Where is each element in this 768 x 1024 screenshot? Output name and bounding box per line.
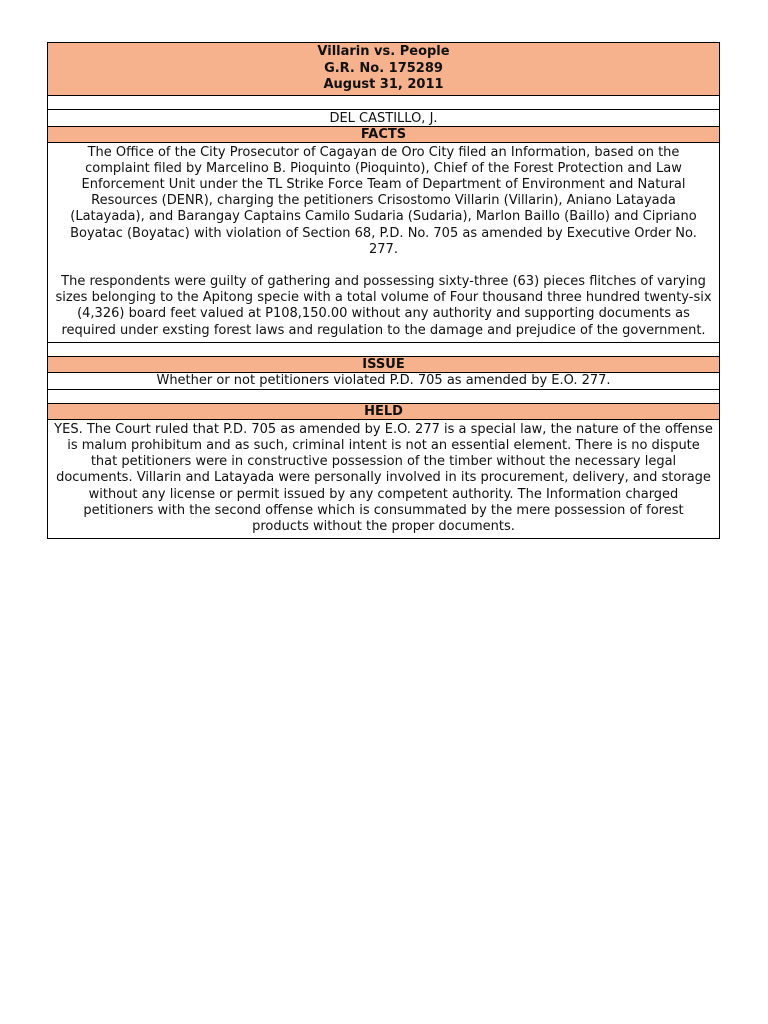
title-row xyxy=(48,43,720,96)
held-text: YES. The Court ruled that P.D. 705 as amended by E.O. 277 is a special law, the nature of the offense is malum prohibitum and as such, criminal intent is not an essential element. There is no dispute that petitioners were in constructive possession of the timber without the necessary legal documents. Villarin and Latayada were personally involved in its procurement, delivery, and storage without any license or permit issued by any competent authority. The Information charged petitioners with the second offense which is consummated by the mere possession of forest products without the proper documents. xyxy=(48,419,720,538)
blank-row xyxy=(48,95,720,109)
case-title: Villarin vs. People xyxy=(317,44,450,59)
held-heading-row xyxy=(48,403,720,419)
facts-paragraph: The respondents were guilty of gathering and possessing sixty-three (63) pieces flitches of varying sizes belonging to the Apitong specie with a total volume of Four thousand three hundred twenty-six (4,326) board feet valued at P108,150.00 without any authority and supporting documents as required under exsting forest laws and regulation to the damage and prejudice of the government. xyxy=(55,273,712,338)
held-row xyxy=(48,419,720,538)
facts-heading: FACTS xyxy=(48,126,720,142)
issue-text: Whether or not petitioners violated P.D. 705 as amended by E.O. 277. xyxy=(48,372,720,389)
case-title-block xyxy=(48,43,720,96)
issue-heading-row xyxy=(48,356,720,372)
held-heading: HELD xyxy=(48,403,720,419)
case-digest-sheet xyxy=(47,42,720,539)
issue-heading: ISSUE xyxy=(48,356,720,372)
facts-heading-row xyxy=(48,126,720,142)
issue-row xyxy=(48,372,720,389)
case-date: August 31, 2011 xyxy=(323,77,444,92)
blank-row xyxy=(48,389,720,403)
case-gr-number: G.R. No. 175289 xyxy=(324,60,443,76)
facts-row xyxy=(48,142,720,342)
ponente-row xyxy=(48,109,720,126)
facts-paragraph: The Office of the City Prosecutor of Cagayan de Oro City filed an Information, based on the complaint filed by Marcelino B. Pioquinto (Pioquinto), Chief of the Forest Protection and Law Enforcement Unit under the TL Strike Force Team of Department of Environment and Natural Resources (DENR), charging the petitioners Crisostomo Villarin (Villarin), Aniano Latayada (Latayada), and Barangay Captains Camilo Sudaria (Sudaria), Marlon Baillo (Baillo) and Cipriano Boyatac (Boyatac) with violation of Section 68, P.D. No. 705 as amended by Executive Order No. 277. xyxy=(70,144,697,257)
case-digest-table xyxy=(47,42,720,539)
blank-row xyxy=(48,342,720,356)
ponente: DEL CASTILLO, J. xyxy=(48,109,720,126)
facts-body xyxy=(48,142,720,342)
